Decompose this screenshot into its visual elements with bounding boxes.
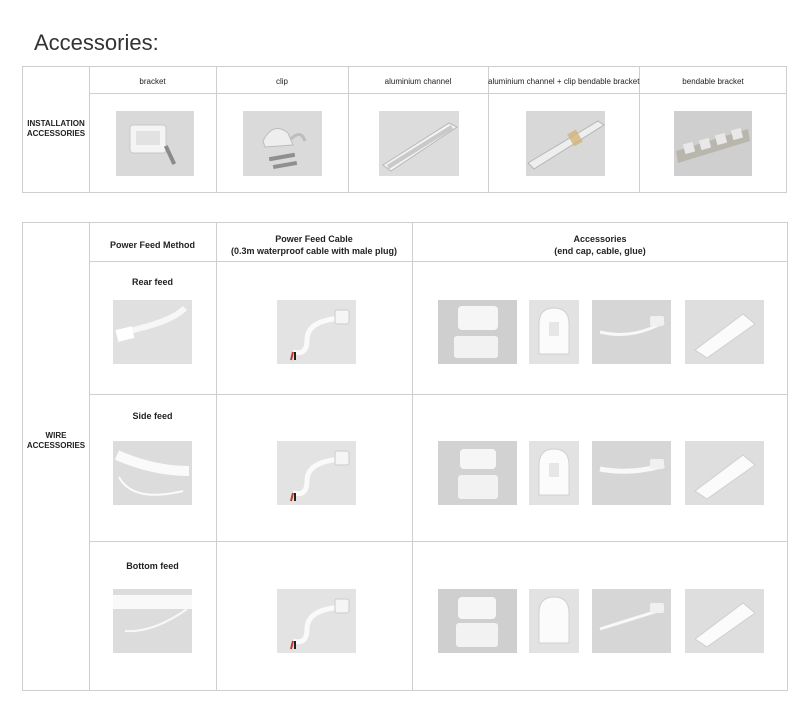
clip-photo — [243, 111, 322, 176]
end-cap-photo-bottom — [529, 589, 579, 653]
bracket-photo — [116, 111, 194, 176]
column-header-clip: clip — [275, 77, 288, 86]
feed-label-bottom: Bottom feed — [126, 561, 179, 571]
header-accessories: Accessories (end cap, cable, glue) — [554, 234, 646, 256]
bottom-feed-photo — [113, 589, 192, 653]
header-power-feed-cable: Power Feed Cable (0.3m waterproof cable with male plug) — [230, 234, 398, 256]
end-cap-photo-side — [529, 441, 579, 505]
end-cap-open-photo-rear — [438, 300, 517, 364]
feed-label-rear: Rear feed — [131, 277, 174, 287]
aluminium-channel-photo — [379, 111, 459, 176]
glue-tube-photo-side — [685, 441, 764, 505]
end-cap-photo-rear — [529, 300, 579, 364]
connector-cable-photo-rear — [592, 300, 671, 364]
connector-cable-photo-side — [592, 441, 671, 505]
power-cable-photo-side — [277, 441, 356, 505]
glue-tube-photo-rear — [685, 300, 764, 364]
side-feed-photo — [113, 441, 192, 505]
power-cable-photo-bottom — [277, 589, 356, 653]
column-header-aluminium-channel: aluminium channel — [384, 77, 452, 86]
channel-clip-photo — [526, 111, 605, 176]
installation-accessories-table — [22, 66, 787, 193]
end-cap-open-photo-side — [438, 441, 517, 505]
power-cable-photo-rear — [277, 300, 356, 364]
installation-side-label: INSTALLATION ACCESSORIES — [26, 119, 86, 138]
column-header-bendable-bracket: bendable bracket — [682, 77, 744, 86]
connector-cable-photo-bottom — [592, 589, 671, 653]
column-header-bracket: bracket — [139, 77, 166, 86]
end-cap-open-photo-bottom — [438, 589, 517, 653]
wire-side-label: WIRE ACCESSORIES — [26, 431, 86, 450]
glue-tube-photo-bottom — [685, 589, 764, 653]
wire-accessories-table — [22, 222, 788, 691]
feed-label-side: Side feed — [132, 411, 173, 421]
bendable-bracket-photo — [674, 111, 752, 176]
rear-feed-photo — [113, 300, 192, 364]
column-header-channel-clip: aluminium channel + clip bendable bracket — [488, 77, 640, 86]
page-title: Accessories: — [34, 30, 159, 55]
header-power-feed-method: Power Feed Method — [109, 240, 195, 250]
